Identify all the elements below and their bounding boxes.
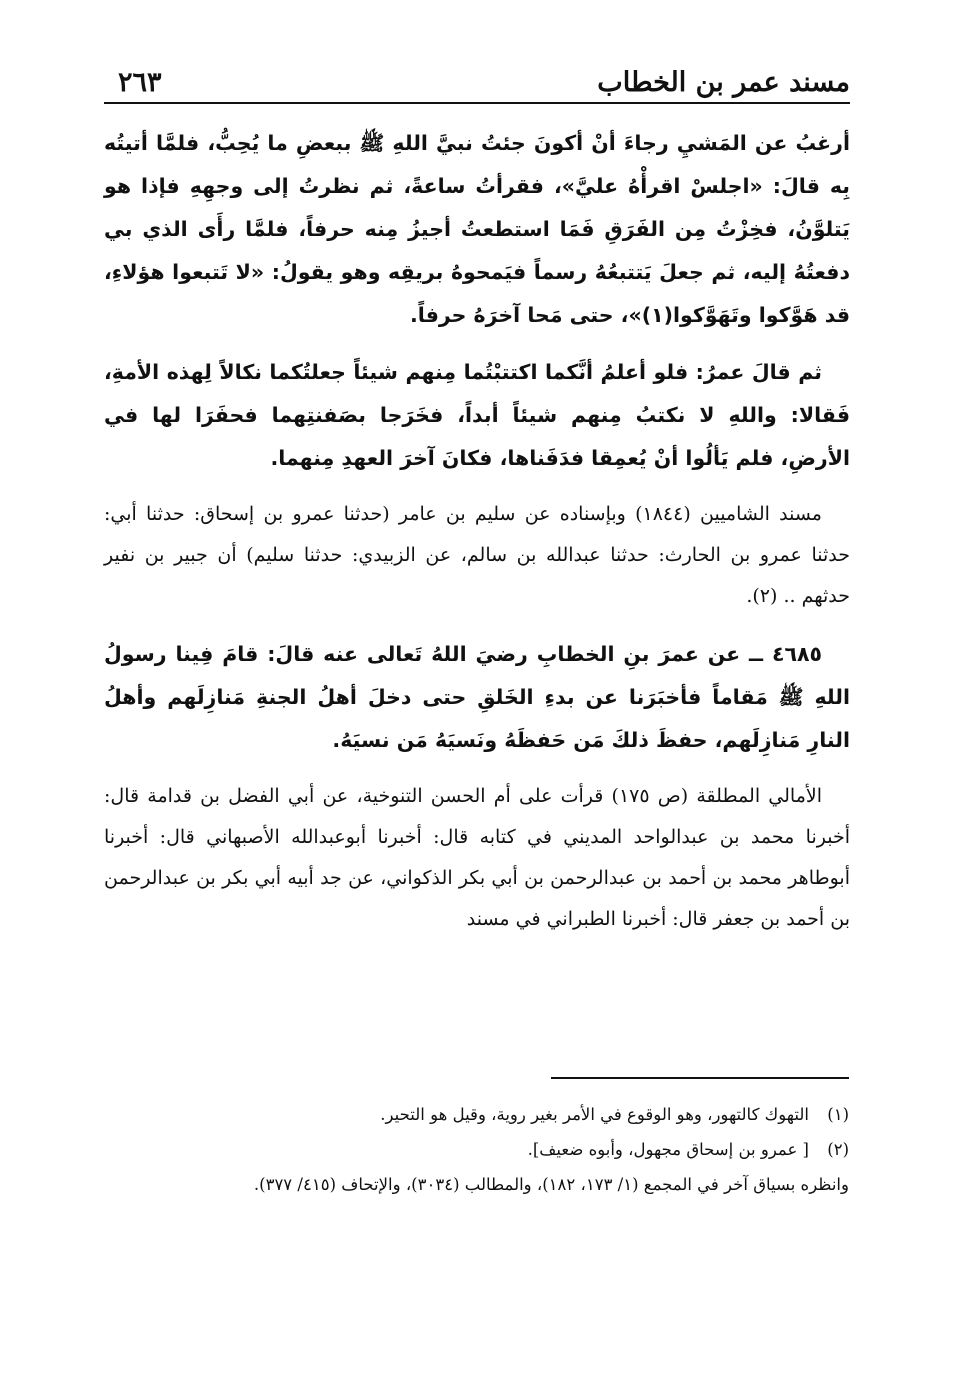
source-citation-amali: الأمالي المطلقة (ص ١٧٥) قرأت على أم الحسن التنوخية، عن أبي الفضل بن قدامة قال: أخبرنا محمد بن عبدالواحد المديني في كتابه قال: أخبرنا أبوعبدالله الأصبهاني قال: أخبرنا أبوطاهر محمد بن أحمد بن عبدالرحمن بن أبي بكر الذكواني، عن جد أبيه أبي بكر بن عبدالرحمن بن أحمد بن جعفر قال: أخبرنا الطبراني في مسند — [104, 785, 850, 930]
header-title: مسند عمر بن الخطاب — [597, 67, 850, 98]
hadith-text-continued: أرغبُ عن المَشيِ رجاءَ أنْ أكونَ جئتُ نبيَّ اللهِ ﷺ ببعضِ ما يُحِبُّ، فلمَّا أتيتُه بِه قالَ: «اجلسْ اقرأْهُ عليَّ»، فقرأتُ ساعةً، ثم نظرتُ إلى وجهِهِ فإذا هو يَتلوَّنُ، فخِزْتُ مِن الفَرَقِ فَمَا استطعتُ أجيزُ مِنه حرفاً، فلمَّا رأَى الذي بي دفعتُهُ إليه، ثم جعلَ يَتتبعُهُ رسماً فيَمحوهُ بريقِه وهو يقولُ: «لا تَتبعوا هؤلاءِ، قد هَوَّكوا وتَهَوَّكوا(١)»، حتى مَحا آخرَهُ حرفاً. — [104, 131, 850, 327]
main-text — [104, 122, 850, 940]
source-citation: مسند الشاميين (١٨٤٤) وبإسناده عن سليم بن عامر (حدثنا عمرو بن إسحاق: حدثنا أبي: حدثنا عمرو بن الحارث: حدثنا عبدالله بن سالم، عن الزبيدي: حدثنا سليم) أن جبير بن نفير حدثهم .. (٢). — [104, 503, 850, 607]
page-number: ٢٦٣ — [118, 67, 162, 98]
hadith-4685: ٤٦٨٥ ــ عن عمرَ بنِ الخطابِ رضيَ اللهُ تَعالى عنه قالَ: قامَ فِينا رسولُ اللهِ ﷺ مَقاماً فأخبَرَنا عن بدءِ الخَلقِ حتى دخلَ أهلُ الجنةِ مَنازِلَهم وأهلُ النارِ مَنازِلَهم، حفظَ ذلكَ مَن حَفظَهُ ونَسيَهُ مَن نسيَهُ. — [104, 642, 850, 752]
footnotes — [103, 1097, 849, 1202]
page — [104, 58, 850, 956]
footnote-text: التهوك كالتهور، وهو الوقوع في الأمر بغير روية، وقيل هو التحير. — [380, 1105, 809, 1124]
footnote-1 — [103, 1097, 849, 1132]
footnote-number: (١) — [827, 1105, 849, 1124]
hadith-text-umar-speech: ثم قالَ عمرُ: فلو أعلمُ أنَّكما اكتتبْتُما مِنهم شيئاً جعلتُكما نكالاً لِهذه الأمةِ، فَقالا: واللهِ لا نكتبُ مِنهم شيئاً أبداً، فخَرَجا بصَفنتِهما فحفَرَا لها في الأرضِ، فلم يَألُوا أنْ يُعمِقا فدَفَناها، فكانَ آخرَ العهدِ مِنهما. — [104, 360, 850, 470]
footnote-2-continuation: وانظره بسياق آخر في المجمع (١/ ١٧٣، ١٨٢)، والمطالب (٣٠٣٤)، والإتحاف (٤١٥/ ٣٧٧). — [253, 1175, 849, 1194]
footnote-separator — [551, 1077, 849, 1079]
footnote-number: (٢) — [827, 1140, 849, 1159]
footnote-text: [ عمرو بن إسحاق مجهول، وأبوه ضعيف]. — [527, 1140, 809, 1159]
footnote-2 — [103, 1132, 849, 1167]
running-header — [104, 58, 850, 104]
